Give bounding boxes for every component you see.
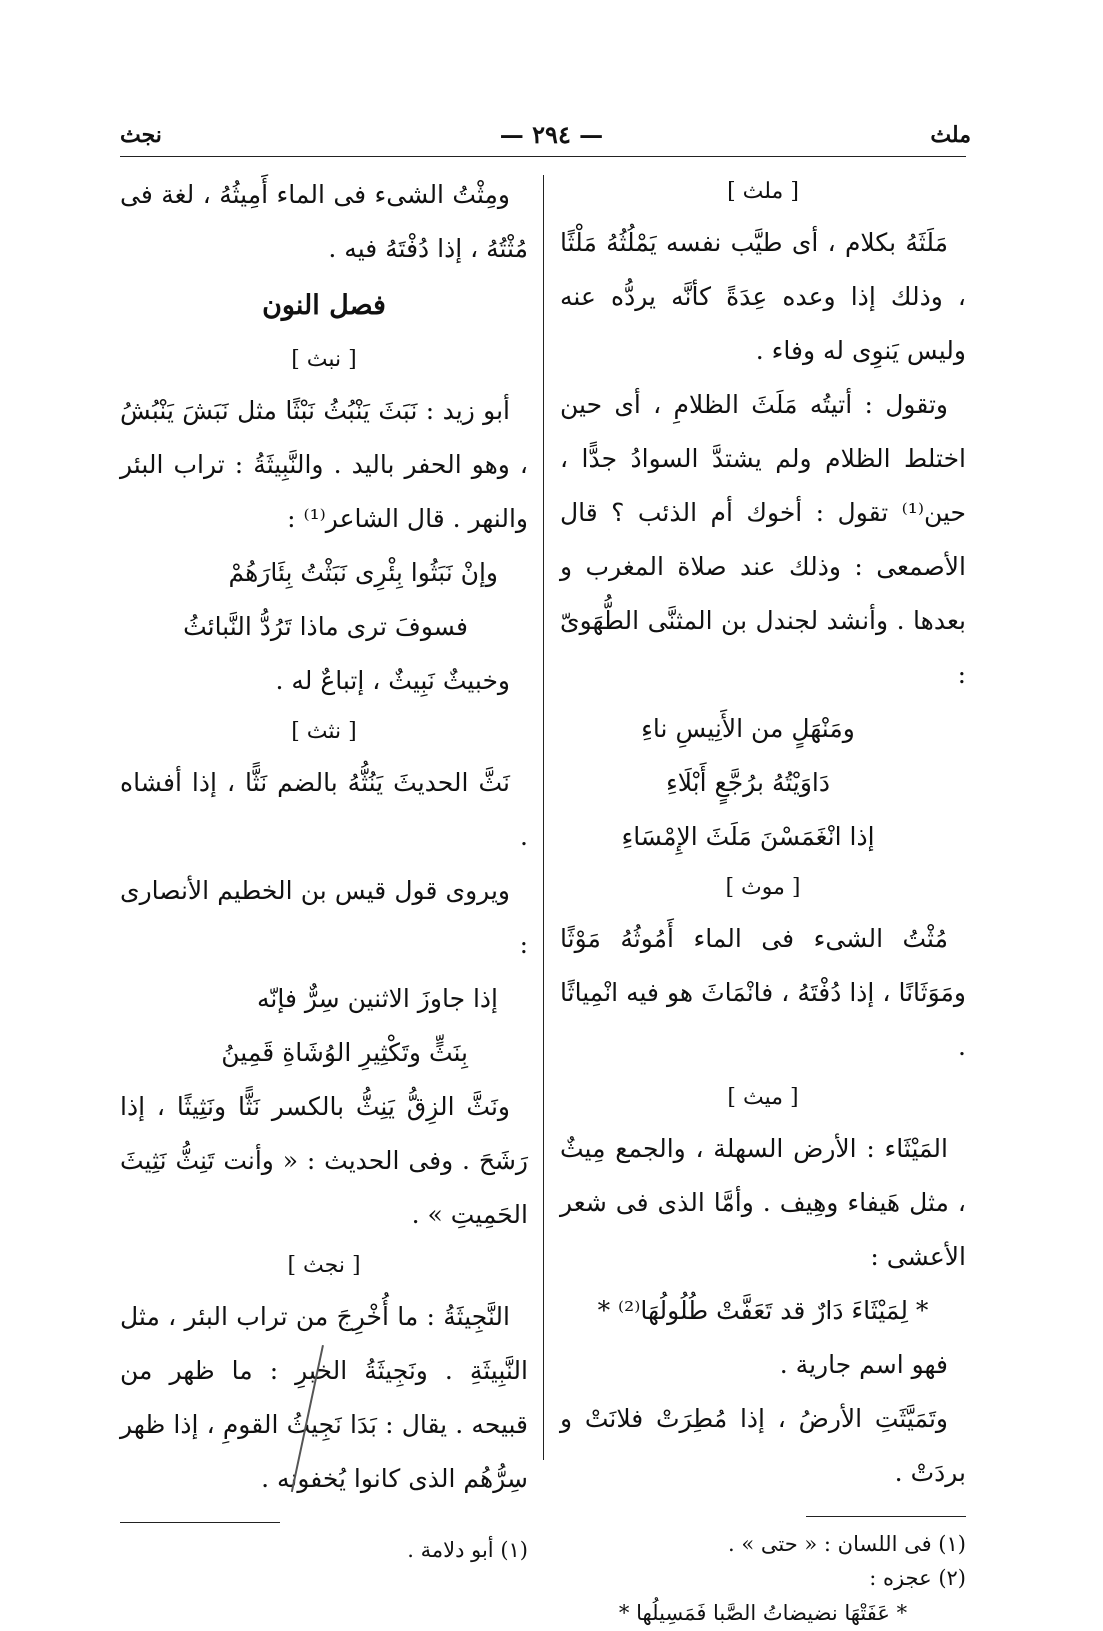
paragraph: النَّجِيثَةُ : ما أُخْرِجَ من تراب البئر ، مثل النَّبِيثَةِ . ونَجِيثَةُ الخبرِ : ما ظهر من قبيحه . يقال : بَدَا نَجِيثُ القومِ ، إذا ظهر سِرُّهُم الذى كانوا يُخفونه . xyxy=(120,1302,528,1493)
footnote: (١) فى اللسان : « حتى » . xyxy=(728,1532,966,1556)
entry-heading: [ ميث ] xyxy=(727,1085,799,1110)
verse-line: ومَنْهَلٍ من الأَنِيسِ ناءِ xyxy=(641,714,855,743)
paragraph: وخبيثٌ نَبِيثٌ ، إتباعٌ له . xyxy=(275,666,510,695)
verse-line: إذا انْغَمَسْنَ مَلَثَ الإِمْسَاءِ xyxy=(621,822,875,851)
page-number: — ٢٩٤ — xyxy=(499,120,604,149)
paragraph: ونَثَّ الزِقُّ يَنِثُّ بالكسر نَثًّا ونَثِيثًا ، إذا رَشَحَ . وفى الحديث : « وأنت تَنِثُّ نَثِيثَ الحَمِيتِ » . xyxy=(120,1092,528,1229)
paragraph: مُثْتُ الشىء فى الماء أَمُوثُهُ مَوْثًا ومَوَثَانًا ، إذا دُفْتَهُ ، فانْمَاثَ هو فيه انْمِياثًا . xyxy=(560,924,966,1061)
entry-heading: [ ملث ] xyxy=(727,179,799,204)
paragraph: ومِثْتُ الشىء فى الماء أَمِيثُهُ ، لغة فى مُثْتُهُ ، إذا دُفْتَهُ فيه . xyxy=(120,180,528,263)
verse-line: دَاوَيْتُهُ برُجَّعٍ أَبْلَاءِ xyxy=(665,768,831,797)
header-left-word: نجث xyxy=(120,122,162,148)
footnote: (٢) عجزه : xyxy=(869,1566,966,1590)
footnote-verse: * عَفَتْهَا نضيضاتُ الصَّبا فَمَسِيلُها * xyxy=(618,1601,908,1625)
paragraph: ويروى قول قيس بن الخطيم الأنصارى : xyxy=(120,876,528,959)
footnote: (١) أبو دلامة . xyxy=(407,1538,528,1562)
paragraph: وتقول : أتيتُه مَلَثَ الظلامِ ، أى حين اختلط الظلام ولم يشتدَّ السوادُ جدًّا ، حين⁽¹⁾ تقول : أخوك أم الذئب ؟ قال الأصمعى : وذلك عند صلاة المغرب و بعدها . وأنشد لجندل بن المثنَّى الطُّهَوىّ : xyxy=(560,390,966,689)
verse-line: إذا جاوزَ الاثنين سِرٌّ فإنّه xyxy=(257,984,498,1013)
right-column xyxy=(560,168,966,1631)
entry-heading: [ نبث ] xyxy=(291,347,357,372)
header-rule xyxy=(120,156,966,157)
left-column xyxy=(120,168,528,1567)
verse-line: فسوفَ ترى ماذا تَرُدُّ النَّبائثُ xyxy=(183,612,468,641)
paragraph: مَلَثَهُ بكلام ، أى طيَّب نفسه يَمْلُثُهُ مَلْثًا ، وذلك إذا وعده عِدَةً كأنَّه يردُّه عنه وليس يَنوِى له وفاء . xyxy=(560,228,966,365)
section-title: فصل النون xyxy=(262,290,386,321)
footnote-rule xyxy=(806,1516,966,1517)
entry-heading: [ نجث ] xyxy=(287,1253,361,1278)
paragraph: أبو زيد : نَبَثَ يَنْبُثُ نَبْثًا مثل نَبَشَ يَنْبُشُ ، وهو الحفر باليد . والنَّبِيثَةُ : تراب البئر والنهر . قال الشاعر⁽¹⁾ : xyxy=(120,396,528,533)
paragraph: المَيْثَاء : الأرض السهلة ، والجمع مِيثٌ ، مثل هَيفاء وهِيف . وأمَّا الذى فى شعر الأعشى : xyxy=(560,1134,966,1271)
entry-heading: [ موث ] xyxy=(725,875,801,900)
verse-line: بِنَثٍّ وتَكْثِيرِ الوُشَاةِ قَمِينُ xyxy=(221,1038,468,1067)
paragraph: وتَمَيَّثَتِ الأرضُ ، إذا مُطِرَتْ فلانَتْ و بردَتْ . xyxy=(560,1404,966,1487)
paragraph: فهو اسم جارية . xyxy=(779,1350,948,1379)
header-right-word: ملث xyxy=(930,122,971,148)
entry-heading: [ نثث ] xyxy=(291,719,357,744)
verse-line: * لِمَيْثَاءَ دَارٌ قد تَعَفَّتْ طُلُولُهَا⁽²⁾ * xyxy=(597,1296,929,1325)
footnote-rule xyxy=(120,1522,280,1523)
paragraph: نَثَّ الحديثَ يَنُثُّهُ بالضم نَثًّا ، إذا أفشاه . xyxy=(120,768,528,851)
column-divider xyxy=(543,175,544,1460)
verse-line: وإنْ نَبَثُوا بِئْرِى نَبَثْتُ بِئَارَهُمْ xyxy=(228,558,498,587)
